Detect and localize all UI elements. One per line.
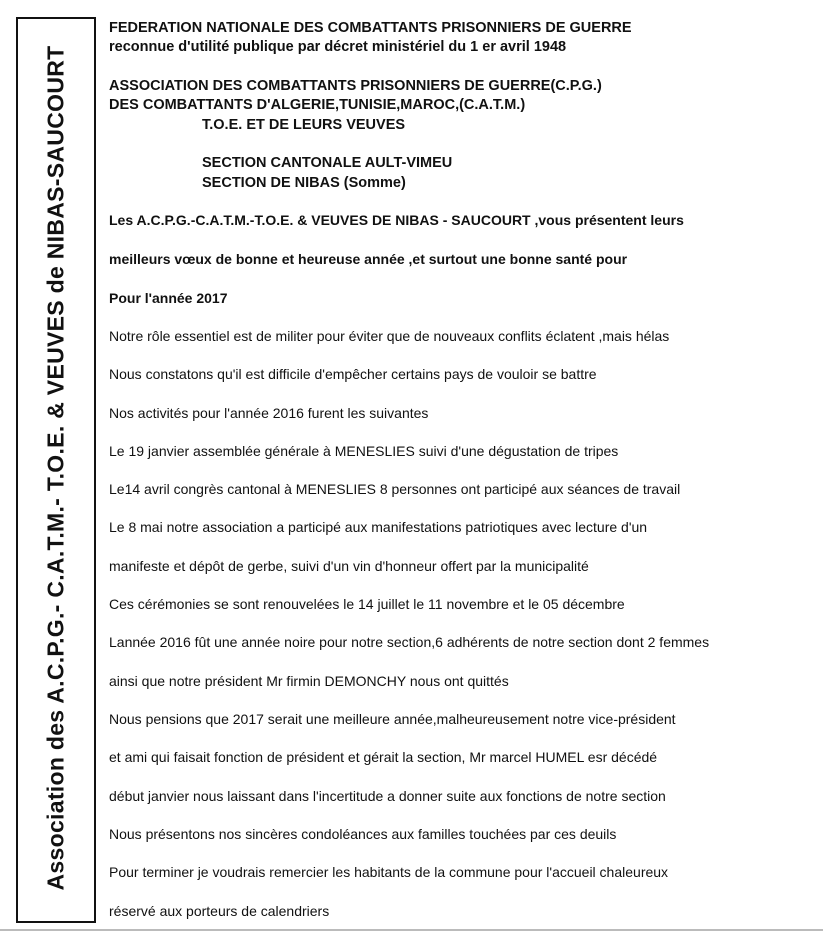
body-line: ainsi que notre président Mr firmin DEMONCHY nous ont quittés [109,673,509,689]
association-line-2: DES COMBATTANTS D'ALGERIE,TUNISIE,MAROC,(C.A.T.M.) [109,97,526,113]
body-line: Le 8 mai notre association a participé aux manifestations patriotiques avec lecture d'un [109,519,648,535]
body-line: début janvier nous laissant dans l'incertitude a donner suite aux fonctions de notre section [109,788,666,804]
body-line: Nous pensions que 2017 serait une meilleure année,malheureusement notre vice-président [109,711,676,727]
section-cantonale: SECTION CANTONALE AULT-VIMEU [202,155,453,171]
association-line-1: ASSOCIATION DES COMBATTANTS PRISONNIERS DE GUERRE(C.P.G.) [109,78,602,94]
body-line: Ces cérémonies se sont renouvelées le 14 juillet le 11 novembre et le 05 décembre [109,596,625,612]
body-line: Le14 avril congrès cantonal à MENESLIES 8 personnes ont participé aux séances de travail [109,481,681,497]
body-line: Lannée 2016 fût une année noire pour notre section,6 adhérents de notre section dont 2 femmes [109,634,710,650]
federation-title: FEDERATION NATIONALE DES COMBATTANTS PRISONNIERS DE GUERRE [109,20,632,36]
association-line-3: T.O.E. ET DE LEURS VEUVES [202,117,406,133]
body-line: Nous présentons nos sincères condoléances aux familles touchées par ces deuils [109,826,617,842]
body-line: Nos activités pour l'année 2016 furent les suivantes [109,405,429,421]
body-line: réservé aux porteurs de calendriers [109,903,330,919]
body-line: Notre rôle essentiel est de militer pour éviter que de nouveaux conflits éclatent ,mais hélas [109,328,670,344]
section-nibas: SECTION DE NIBAS (Somme) [202,175,406,191]
body-line: Pour terminer je voudrais remercier les habitants de la commune pour l'accueil chaleureux [109,864,669,880]
greeting-line-2: meilleurs vœux de bonne et heureuse année ,et surtout une bonne santé pour [109,251,628,267]
body-line: Le 19 janvier assemblée générale à MENESLIES suivi d'une dégustation de tripes [109,443,619,459]
body-line: et ami qui faisait fonction de président et gérait la section, Mr marcel HUMEL esr décédé [109,749,658,765]
greeting-line-3: Pour l'année 2017 [109,290,228,306]
greeting-line-1: Les A.C.P.G.-C.A.T.M.-T.O.E. & VEUVES DE NIBAS - SAUCOURT ,vous présentent leurs [109,212,684,228]
recognition-text: reconnue d'utilité publique par décret ministériel du 1 er avril 1948 [109,39,567,55]
body-line: manifeste et dépôt de gerbe, suivi d'un vin d'honneur offert par la municipalité [109,558,589,574]
bottom-divider [0,929,823,931]
body-line: Nous constatons qu'il est difficile d'empêcher certains pays de vouloir se battre [109,366,597,382]
sidebar-title: Association des A.C.P.G.- C.A.T.M.- T.O.E. & VEUVES de NIBAS-SAUCOURT [42,45,69,891]
